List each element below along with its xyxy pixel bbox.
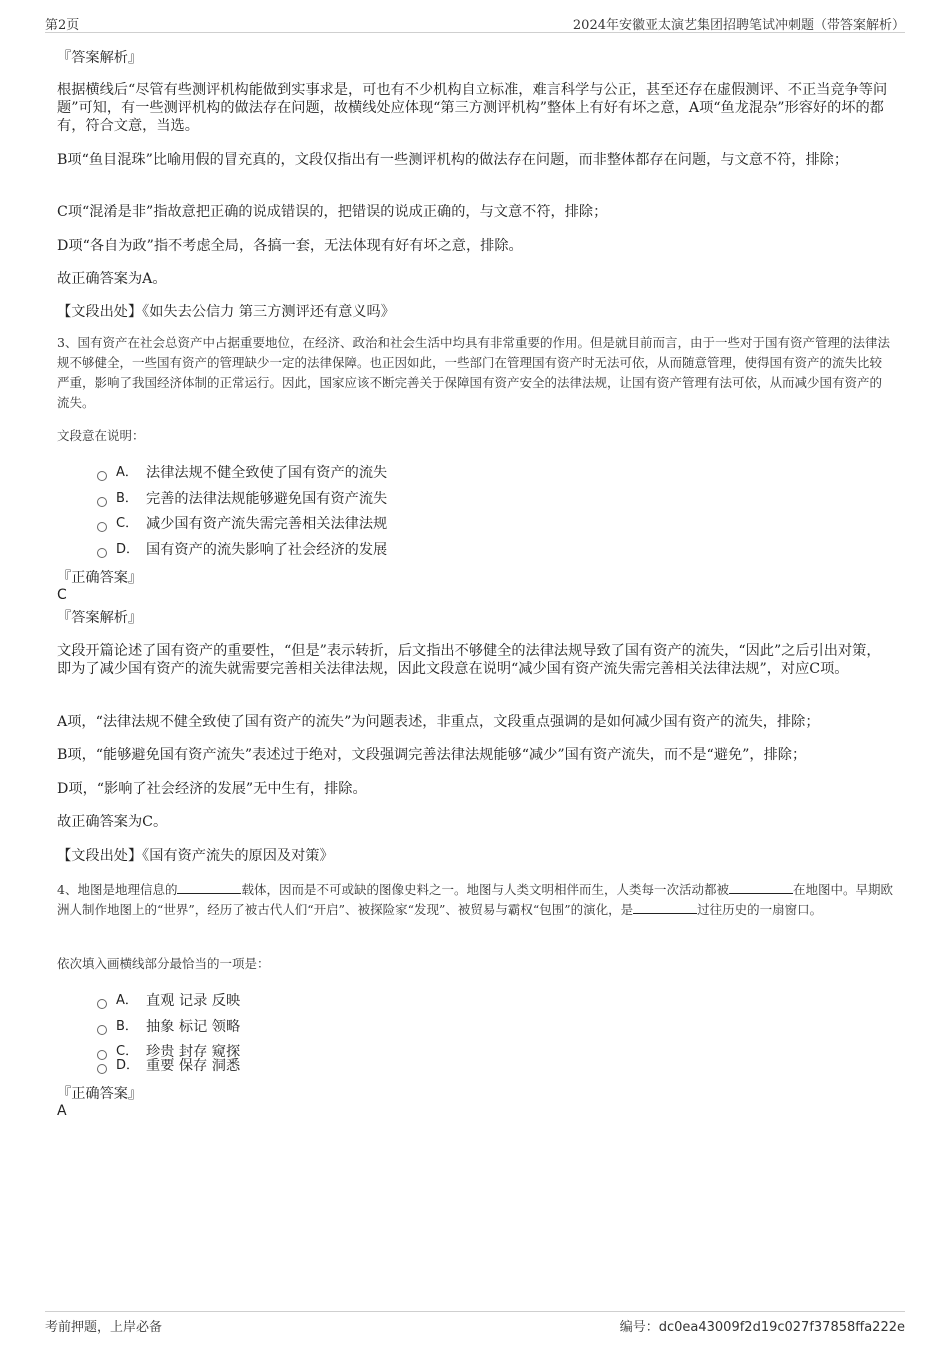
radio-icon[interactable] <box>97 471 107 481</box>
q3-answer-label: 『正确答案』 <box>57 570 143 586</box>
radio-icon[interactable] <box>97 1025 107 1035</box>
q2-analysis-conclusion: 故正确答案为A。 <box>57 271 167 287</box>
q3-stem: 3、国有资产在社会总资产中占据重要地位，在经济、政治和社会生活中均具有非常重要的作用。但是就目前而言，由于一些对于国有资产管理的法律法规不够健全，一些国有资产的管理缺少一定的法律保障。也正因如此，一些部门在管理国有资产时无法可依，从而随意管理，使得国有资产的流失比较严重，影响了我国经济体制的正常运行。因此，国家应该不断完善关于保障国有资产安全的法律法规，让国有资产管理有法可依，从而减少国有资产的流失。 <box>57 335 890 410</box>
radio-icon[interactable] <box>97 999 107 1009</box>
q3-option-c[interactable]: C． 减少国有资产流失需完善相关法律法规 <box>97 515 387 533</box>
q4-stem: 4、地图是地理信息的 载体，因而是不可或缺的图像史料之一。地图与人类文明相伴而生，人类每一次活动都被 在地图中。早期欧洲人制作地图上的“世界”，经历了被古代人们“开启”、被探险家“发现”、被贸易与霸权“包围”的演化，是 过往历史的一扇窗口。 <box>57 882 893 917</box>
q4-option-a[interactable]: A． 直观 记录 反映 <box>97 992 240 1010</box>
q3-analysis-paragraph-4: D项，“影响了社会经济的发展”无中生有，排除。 <box>57 781 367 797</box>
q3-analysis-conclusion: 故正确答案为C。 <box>57 814 168 830</box>
q2-source: 【文段出处】《如失去公信力 第三方测评还有意义吗》 <box>57 304 395 320</box>
radio-icon[interactable] <box>97 1064 107 1074</box>
q3-option-b[interactable]: B． 完善的法律法规能够避免国有资产流失 <box>97 490 387 508</box>
fill-blank-2 <box>729 880 793 894</box>
page-footer <box>45 1311 905 1334</box>
radio-icon[interactable] <box>97 548 107 558</box>
q3-analysis-paragraph-2: A项，“法律法规不健全致使了国有资产的流失”为问题表述，非重点，文段重点强调的是如何减少国有资产的流失，排除； <box>57 714 820 730</box>
q3-answer: C <box>57 587 67 603</box>
document-code: 编号：dc0ea43009f2d19c027f37858ffa222e <box>619 1320 905 1335</box>
q3-option-d[interactable]: D． 国有资产的流失影响了社会经济的发展 <box>97 541 387 559</box>
q2-analysis-paragraph-3: C项“混淆是非”指故意把正确的说成错误的，把错误的说成正确的，与文意不符，排除； <box>57 204 608 220</box>
footer-slogan: 考前押题，上岸必备 <box>45 1320 163 1335</box>
q4-prompt: 依次填入画横线部分最恰当的一项是： <box>57 956 270 971</box>
q3-analysis-paragraph-3: B项，“能够避免国有资产流失”表述过于绝对，文段强调完善法律法规能够“减少”国有资产流失，而不是“避免”，排除； <box>57 747 807 763</box>
q3-source: 【文段出处】《国有资产流失的原因及对策》 <box>57 848 334 864</box>
q2-analysis-paragraph-4: D项“各自为政”指不考虑全局，各搞一套，无法体现有好有坏之意，排除。 <box>57 238 523 254</box>
q4-option-d[interactable]: D． 重要 保存 洞悉 <box>97 1057 240 1075</box>
q3-analysis-paragraph-1: 文段开篇论述了国有资产的重要性，“但是”表示转折，后文指出不够健全的法律法规导致了国有资产的流失，“因此”之后引出对策，即为了减少国有资产的流失就需要完善相关法律法规，因此文段意在说明“减少国有资产流失需完善相关法律法规”，对应C项。 <box>57 643 881 677</box>
radio-icon[interactable] <box>97 497 107 507</box>
radio-icon[interactable] <box>97 522 107 532</box>
fill-blank-3 <box>633 900 697 914</box>
document-title: 2024年安徽亚太演艺集团招聘笔试冲刺题（带答案解析） <box>572 18 905 33</box>
q4-answer: A <box>57 1103 67 1119</box>
q3-option-a[interactable]: A． 法律法规不健全致使了国有资产的流失 <box>97 464 387 482</box>
q2-analysis-paragraph-1: 根据横线后“尽管有些测评机构能做到实事求是，可也有不少机构自立标准，难言科学与公正，甚至还存在虚假测评、不正当竞争等问题”可知，有一些测评机构的做法存在问题，故横线处应体现“第三方测评机构”整体上有好有坏之意，A项“鱼龙混杂”形容好的坏的都有，符合文意，当选。 <box>57 82 888 134</box>
q2-analysis-paragraph-2: B项“鱼目混珠”比喻用假的冒充真的，文段仅指出有一些测评机构的做法存在问题，而非整体都存在问题，与文意不符，排除； <box>57 152 849 168</box>
page-header <box>45 12 905 33</box>
q4-answer-label: 『正确答案』 <box>57 1086 143 1102</box>
q3-prompt: 文段意在说明： <box>57 428 145 443</box>
q4-option-b[interactable]: B． 抽象 标记 领略 <box>97 1018 240 1036</box>
q3-analysis-label: 『答案解析』 <box>57 610 143 626</box>
fill-blank-1 <box>177 880 241 894</box>
page-number: 第2页 <box>45 18 80 33</box>
q4-option-c[interactable]: C． 珍贵 封存 窥探 <box>97 1043 240 1061</box>
q2-analysis-label: 『答案解析』 <box>57 50 143 66</box>
